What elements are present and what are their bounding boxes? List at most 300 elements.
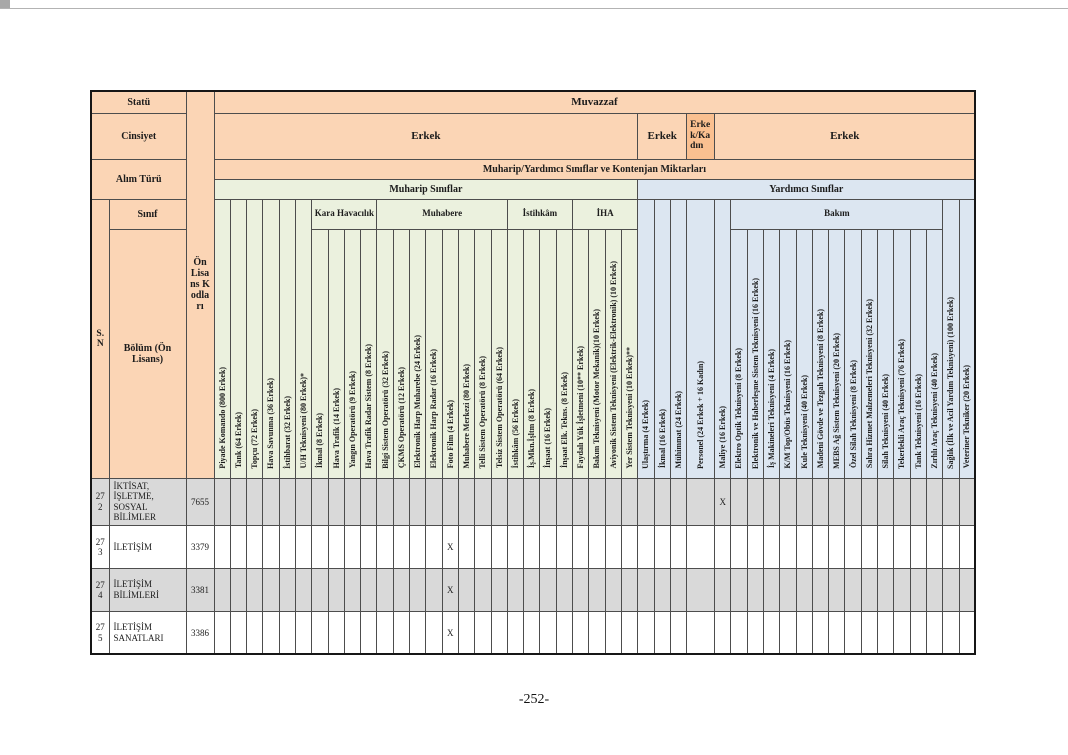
empty-cell — [638, 478, 654, 525]
column-header-personel-24-erkek-16-kadın — [687, 199, 715, 478]
column-header-label: Elektronik Harp Radar (16 Erkek) — [429, 349, 439, 469]
empty-cell — [377, 568, 393, 611]
erkek-muharip-cell: Erkek — [214, 113, 638, 159]
column-header-hava-trafik-radar-sistem-8-erkek — [361, 229, 377, 478]
empty-cell — [507, 568, 523, 611]
empty-cell — [621, 478, 637, 525]
column-header-label: İkmal (8 Erkek) — [315, 413, 325, 469]
column-header-hava-savunma-36-erkek — [263, 199, 279, 478]
column-header-muhabere-merkezi-80-erkek — [458, 229, 474, 478]
column-header-yangın-operatörü-9-erkek — [344, 229, 360, 478]
column-header-label: Özel Silah Teknisyeni (8 Erkek) — [848, 360, 858, 469]
empty-cell — [731, 478, 747, 525]
quota-mark-cell: X — [442, 611, 458, 654]
empty-cell — [621, 525, 637, 568]
empty-cell — [475, 525, 491, 568]
empty-cell — [263, 611, 279, 654]
empty-cell — [605, 568, 621, 611]
column-header-label: İş Makineleri Teknisyeni (4 Erkek) — [767, 349, 777, 469]
column-header-i-stihbarat-32-erkek — [279, 199, 295, 478]
column-header-label: Hava Trafik (14 Erkek) — [331, 388, 341, 469]
empty-cell — [861, 611, 877, 654]
empty-cell — [328, 478, 344, 525]
erkek-yardimci-cell-2: Erkek — [715, 113, 976, 159]
empty-cell — [845, 568, 861, 611]
empty-cell — [943, 611, 959, 654]
quota-mark-cell: X — [715, 478, 731, 525]
empty-cell — [540, 478, 556, 525]
empty-cell — [295, 525, 311, 568]
empty-cell — [731, 568, 747, 611]
column-header-yer-sistem-teknisyeni-10-erkek — [621, 229, 637, 478]
recruitment-quota-table — [90, 90, 976, 655]
empty-cell — [540, 525, 556, 568]
empty-cell — [556, 568, 572, 611]
row-kod: 3386 — [186, 611, 214, 654]
empty-cell — [670, 478, 686, 525]
row-bolum: İLETİŞİM BİLİMLERİ — [109, 568, 186, 611]
column-header-foto-film-4-erkek — [442, 229, 458, 478]
column-header-label: Personel (24 Erkek + 16 Kadın) — [696, 360, 706, 469]
column-header-i-nşaat-16-erkek — [540, 229, 556, 478]
row-sn: 273 — [91, 525, 109, 568]
column-header-label: Madeni Gövde ve Tezgah Teknisyeni (8 Erkek) — [815, 309, 825, 469]
empty-cell — [764, 611, 780, 654]
empty-cell — [524, 525, 540, 568]
empty-cell — [747, 525, 763, 568]
empty-cell — [573, 525, 589, 568]
table-row-274 — [91, 568, 975, 611]
empty-cell — [230, 568, 246, 611]
empty-cell — [926, 568, 942, 611]
sinif-header: Sınıf — [109, 199, 186, 229]
column-header-label: İstihbarat (32 Erkek) — [282, 395, 292, 469]
column-header-label: Bakım Teknisyeni (Motor Mekanik)(10 Erkek) — [592, 309, 602, 469]
column-header-label: Kule Teknisyeni (40 Erkek) — [799, 374, 809, 469]
empty-cell — [715, 611, 731, 654]
column-header-tank-teknisyeni-16-erkek — [910, 229, 926, 478]
empty-cell — [605, 525, 621, 568]
empty-cell — [458, 611, 474, 654]
row-sn: 272 — [91, 478, 109, 525]
column-header-label: İnşaat Elk. Tekns. (8 Erkek) — [559, 372, 569, 469]
empty-cell — [426, 478, 442, 525]
empty-cell — [764, 478, 780, 525]
group-header-i-stihkâm: İstihkâm — [507, 199, 572, 229]
empty-cell — [475, 611, 491, 654]
column-header-elektronik-ve-haberleşme-sistem-teknisye — [747, 229, 763, 478]
empty-cell — [393, 611, 409, 654]
empty-cell — [943, 568, 959, 611]
column-header-label: ÇKMS Operatörü (12 Erkek) — [396, 367, 406, 469]
empty-cell — [861, 568, 877, 611]
empty-cell — [731, 525, 747, 568]
empty-cell — [731, 611, 747, 654]
empty-cell — [247, 478, 263, 525]
empty-cell — [926, 478, 942, 525]
empty-cell — [475, 478, 491, 525]
row-kod: 7655 — [186, 478, 214, 525]
empty-cell — [687, 611, 715, 654]
column-header-label: Topçu (72 Erkek) — [250, 408, 260, 469]
column-header-zırhlı-araç-teknisyeni-40-erkek — [926, 229, 942, 478]
empty-cell — [654, 568, 670, 611]
row-bolum: İKTİSAT, İŞLETME, SOSYAL BİLİMLER — [109, 478, 186, 525]
empty-cell — [654, 611, 670, 654]
empty-cell — [491, 525, 507, 568]
empty-cell — [279, 568, 295, 611]
empty-cell — [361, 478, 377, 525]
empty-cell — [247, 525, 263, 568]
empty-cell — [747, 568, 763, 611]
column-header-label: MEBS Ağ Sistem Teknisyeni (20 Erkek) — [832, 332, 842, 469]
empty-cell — [687, 478, 715, 525]
empty-cell — [812, 478, 828, 525]
empty-cell — [344, 478, 360, 525]
empty-cell — [845, 478, 861, 525]
column-header-label: İnşaat (16 Erkek) — [543, 408, 553, 469]
empty-cell — [878, 478, 894, 525]
column-header-ulaştırma-4-erkek — [638, 199, 654, 478]
column-header-bilgi-sistem-operatörü-32-erkek — [377, 229, 393, 478]
empty-cell — [507, 478, 523, 525]
empty-cell — [812, 568, 828, 611]
column-header-sağlık-i-lk-ve-acil-yardım-teknisyeni-10 — [943, 199, 959, 478]
empty-cell — [878, 611, 894, 654]
group-header-muhabere: Muhabere — [377, 199, 507, 229]
empty-cell — [344, 568, 360, 611]
empty-cell — [878, 568, 894, 611]
empty-cell — [878, 525, 894, 568]
column-header-label: Faydalı Yük İşletmeni (10** Erkek) — [576, 346, 586, 469]
scan-artifact-top-rule — [0, 8, 1068, 9]
muharip-siniflar-header: Muharip Sınıflar — [214, 179, 638, 199]
empty-cell — [507, 611, 523, 654]
empty-cell — [540, 568, 556, 611]
empty-cell — [524, 611, 540, 654]
table-row-272 — [91, 478, 975, 525]
empty-cell — [638, 611, 654, 654]
column-header-tank-64-erkek — [230, 199, 246, 478]
column-header-label: Sahra Hizmet Malzemeleri Teknisyeni (32 Erkek) — [864, 299, 874, 469]
empty-cell — [247, 611, 263, 654]
empty-cell — [796, 525, 812, 568]
column-header-silah-teknisyeni-40-erkek — [878, 229, 894, 478]
column-header-piyade-komando-800-erkek — [214, 199, 230, 478]
empty-cell — [426, 611, 442, 654]
empty-cell — [328, 525, 344, 568]
empty-cell — [589, 525, 605, 568]
empty-cell — [377, 611, 393, 654]
empty-cell — [393, 568, 409, 611]
empty-cell — [295, 478, 311, 525]
column-header-topçu-72-erkek — [247, 199, 263, 478]
empty-cell — [524, 478, 540, 525]
empty-cell — [894, 478, 910, 525]
empty-cell — [491, 568, 507, 611]
empty-cell — [687, 525, 715, 568]
column-header-label: Elektronik Harp Muharebe (24 Erkek) — [413, 335, 423, 469]
column-header-label: U/H Teknisyeni (80 Erkek)* — [299, 373, 309, 469]
empty-cell — [910, 568, 926, 611]
empty-cell — [312, 568, 328, 611]
column-header-label: Tank (64 Erkek) — [233, 412, 243, 469]
empty-cell — [361, 525, 377, 568]
column-header-mebs-ağ-sistem-teknisyeni-20-erkek — [829, 229, 845, 478]
column-header-label: İkmal (16 Erkek) — [657, 409, 667, 469]
empty-cell — [344, 611, 360, 654]
column-header-label: Hava Trafik Radar Sistem (8 Erkek) — [364, 343, 374, 469]
empty-cell — [312, 525, 328, 568]
empty-cell — [715, 525, 731, 568]
empty-cell — [959, 611, 975, 654]
column-header-label: Mühimmat (24 Erkek) — [673, 391, 683, 469]
empty-cell — [312, 478, 328, 525]
empty-cell — [573, 478, 589, 525]
empty-cell — [796, 611, 812, 654]
column-header-i-nşaat-elk-tekns-8-erkek — [556, 229, 572, 478]
column-header-label: İş.Mkn.İşltm (8 Erkek) — [527, 389, 537, 469]
empty-cell — [926, 611, 942, 654]
empty-cell — [507, 525, 523, 568]
empty-cell — [670, 568, 686, 611]
empty-cell — [214, 611, 230, 654]
empty-cell — [861, 478, 877, 525]
empty-cell — [263, 478, 279, 525]
column-header-label: Aviyonik Sistem Teknisyeni (Elektrik-Elektronik) (10 Erkek) — [608, 260, 618, 469]
empty-cell — [556, 611, 572, 654]
empty-cell — [829, 568, 845, 611]
empty-cell — [458, 525, 474, 568]
empty-cell — [605, 478, 621, 525]
empty-cell — [654, 478, 670, 525]
empty-cell — [556, 525, 572, 568]
column-header-sahra-hizmet-malzemeleri-teknisyeni-32-e — [861, 229, 877, 478]
empty-cell — [410, 568, 426, 611]
column-header-tekerlekli-araç-teknisyeni-76-erkek — [894, 229, 910, 478]
empty-cell — [524, 568, 540, 611]
empty-cell — [670, 525, 686, 568]
table-row-273 — [91, 525, 975, 568]
empty-cell — [263, 568, 279, 611]
empty-cell — [829, 525, 845, 568]
empty-cell — [426, 525, 442, 568]
column-header-i-ş-makineleri-teknisyeni-4-erkek — [764, 229, 780, 478]
empty-cell — [621, 611, 637, 654]
empty-cell — [540, 611, 556, 654]
column-header-label: Hava Savunma (36 Erkek) — [266, 377, 276, 469]
empty-cell — [328, 568, 344, 611]
column-header-k-m-top-obüs-teknisyeni-16-erkek — [780, 229, 796, 478]
column-header-kule-teknisyeni-40-erkek — [796, 229, 812, 478]
muvazzaf-header: Muvazzaf — [214, 91, 975, 113]
empty-cell — [410, 525, 426, 568]
alim-turu-header: Alım Türü — [91, 159, 186, 199]
empty-cell — [638, 568, 654, 611]
sn-header: S. N — [91, 199, 109, 478]
erkek-kadin-cell: Erkek/Kadın — [687, 113, 715, 159]
empty-cell — [279, 478, 295, 525]
empty-cell — [328, 611, 344, 654]
statu-header: Statü — [91, 91, 186, 113]
empty-cell — [247, 568, 263, 611]
empty-cell — [829, 478, 845, 525]
table-row-275 — [91, 611, 975, 654]
empty-cell — [812, 525, 828, 568]
empty-cell — [829, 611, 845, 654]
column-header-label: Muhabere Merkezi (80 Erkek) — [462, 364, 471, 469]
column-header-elektronik-harp-radar-16-erkek — [426, 229, 442, 478]
empty-cell — [780, 525, 796, 568]
empty-cell — [747, 478, 763, 525]
empty-cell — [214, 478, 230, 525]
empty-cell — [295, 568, 311, 611]
row-bolum: İLETİŞİM SANATLARI — [109, 611, 186, 654]
empty-cell — [959, 478, 975, 525]
empty-cell — [638, 525, 654, 568]
quota-mark-cell: X — [442, 568, 458, 611]
empty-cell — [295, 611, 311, 654]
column-header-telsiz-sistem-operatörü-64-erkek — [491, 229, 507, 478]
empty-cell — [943, 525, 959, 568]
empty-cell — [943, 478, 959, 525]
empty-cell — [214, 525, 230, 568]
quota-mark-cell: X — [442, 525, 458, 568]
bolum-header: Bölüm (Ön Lisans) — [109, 229, 186, 478]
empty-cell — [344, 525, 360, 568]
empty-cell — [279, 611, 295, 654]
on-lisans-kodlari-header: Ön Lisans Kodları — [186, 91, 214, 478]
empty-cell — [573, 568, 589, 611]
empty-cell — [845, 611, 861, 654]
empty-cell — [894, 611, 910, 654]
row-bolum: İLETİŞİM — [109, 525, 186, 568]
scan-artifact-corner — [0, 0, 10, 8]
empty-cell — [589, 478, 605, 525]
empty-cell — [764, 525, 780, 568]
empty-cell — [377, 478, 393, 525]
group-header-kara-havacılık: Kara Havacılık — [312, 199, 377, 229]
empty-cell — [812, 611, 828, 654]
column-header-label: Sağlık (İlk ve Acil Yardım Teknisyeni) (100 Erkek) — [946, 296, 956, 469]
empty-cell — [605, 611, 621, 654]
row-kod: 3379 — [186, 525, 214, 568]
empty-cell — [910, 525, 926, 568]
empty-cell — [959, 568, 975, 611]
empty-cell — [780, 478, 796, 525]
column-header-label: Bilgi Sistem Operatörü (32 Erkek) — [380, 350, 390, 469]
column-header-label: Silah Teknisyeni (40 Erkek) — [881, 374, 891, 469]
column-header-label: Ulaştırma (4 Erkek) — [641, 399, 651, 469]
empty-cell — [573, 611, 589, 654]
empty-cell — [491, 611, 507, 654]
column-header-label: Maliye (16 Erkek) — [718, 406, 728, 469]
column-header-label: Zırhlı Araç Teknisyeni (40 Erkek) — [930, 352, 940, 469]
column-header-bakım-teknisyeni-motor-mekanik-10-erkek — [589, 229, 605, 478]
empty-cell — [426, 568, 442, 611]
erkek-yardimci-cell-1: Erkek — [638, 113, 687, 159]
empty-cell — [654, 525, 670, 568]
column-header-label: Yangın Operatörü (9 Erkek) — [347, 371, 357, 469]
column-header-label: Tekerlekli Araç Teknisyeni (76 Erkek) — [897, 338, 907, 469]
empty-cell — [959, 525, 975, 568]
empty-cell — [796, 478, 812, 525]
column-header-çkms-operatörü-12-erkek — [393, 229, 409, 478]
empty-cell — [214, 568, 230, 611]
column-header-label: Foto Film (4 Erkek) — [445, 400, 455, 469]
column-header-i-ş-mkn-i-şltm-8-erkek — [524, 229, 540, 478]
empty-cell — [910, 611, 926, 654]
column-header-i-kmal-16-erkek — [654, 199, 670, 478]
column-header-u-h-teknisyeni-80-erkek — [295, 199, 311, 478]
column-header-label: Piyade Komando (800 Erkek) — [217, 366, 227, 469]
column-header-label: Telli Sistem Operatörü (8 Erkek) — [478, 355, 488, 469]
empty-cell — [845, 525, 861, 568]
column-header-mühimmat-24-erkek — [670, 199, 686, 478]
column-header-label: Elektronik ve Haberleşme Sistem Teknisyeni (16 Erkek) — [750, 277, 760, 469]
empty-cell — [263, 525, 279, 568]
yardimci-siniflar-header: Yardımcı Sınıflar — [638, 179, 976, 199]
empty-cell — [279, 525, 295, 568]
empty-cell — [589, 568, 605, 611]
empty-cell — [780, 568, 796, 611]
alim-turu-value: Muharip/Yardımcı Sınıflar ve Kontenjan Miktarları — [214, 159, 975, 179]
column-header-label: K/M Top/Obüs Teknisyeni (16 Erkek) — [783, 340, 793, 469]
column-header-madeni-gövde-ve-tezgah-teknisyeni-8-erke — [812, 229, 828, 478]
empty-cell — [410, 478, 426, 525]
empty-cell — [393, 525, 409, 568]
empty-cell — [621, 568, 637, 611]
empty-cell — [747, 611, 763, 654]
empty-cell — [670, 611, 686, 654]
column-header-label: Yer Sistem Teknisyeni (10 Erkek)** — [624, 346, 634, 469]
column-header-maliye-16-erkek — [715, 199, 731, 478]
row-sn: 275 — [91, 611, 109, 654]
empty-cell — [361, 568, 377, 611]
empty-cell — [475, 568, 491, 611]
column-header-faydalı-yük-i-şletmeni-10-erkek — [573, 229, 589, 478]
empty-cell — [589, 611, 605, 654]
empty-cell — [715, 568, 731, 611]
empty-cell — [894, 568, 910, 611]
column-header-aviyonik-sistem-teknisyeni-elektrik-elek — [605, 229, 621, 478]
empty-cell — [410, 611, 426, 654]
empty-cell — [780, 611, 796, 654]
empty-cell — [230, 525, 246, 568]
column-header-label: Elektro Optik Teknisyeni (8 Erkek) — [734, 347, 744, 469]
column-header-elektronik-harp-muharebe-24-erkek — [410, 229, 426, 478]
empty-cell — [861, 525, 877, 568]
group-header-i-ha: İHA — [573, 199, 638, 229]
empty-cell — [230, 611, 246, 654]
empty-cell — [926, 525, 942, 568]
cinsiyet-header: Cinsiyet — [91, 113, 186, 159]
empty-cell — [312, 611, 328, 654]
empty-cell — [491, 478, 507, 525]
empty-cell — [458, 478, 474, 525]
row-kod: 3381 — [186, 568, 214, 611]
column-header-elektro-optik-teknisyeni-8-erkek — [731, 229, 747, 478]
column-header-hava-trafik-14-erkek — [328, 229, 344, 478]
empty-cell — [556, 478, 572, 525]
column-header-özel-silah-teknisyeni-8-erkek — [845, 229, 861, 478]
column-header-i-kmal-8-erkek — [312, 229, 328, 478]
empty-cell — [687, 568, 715, 611]
column-header-label: Telsiz Sistem Operatörü (64 Erkek) — [494, 347, 504, 469]
empty-cell — [442, 478, 458, 525]
empty-cell — [796, 568, 812, 611]
empty-cell — [361, 611, 377, 654]
